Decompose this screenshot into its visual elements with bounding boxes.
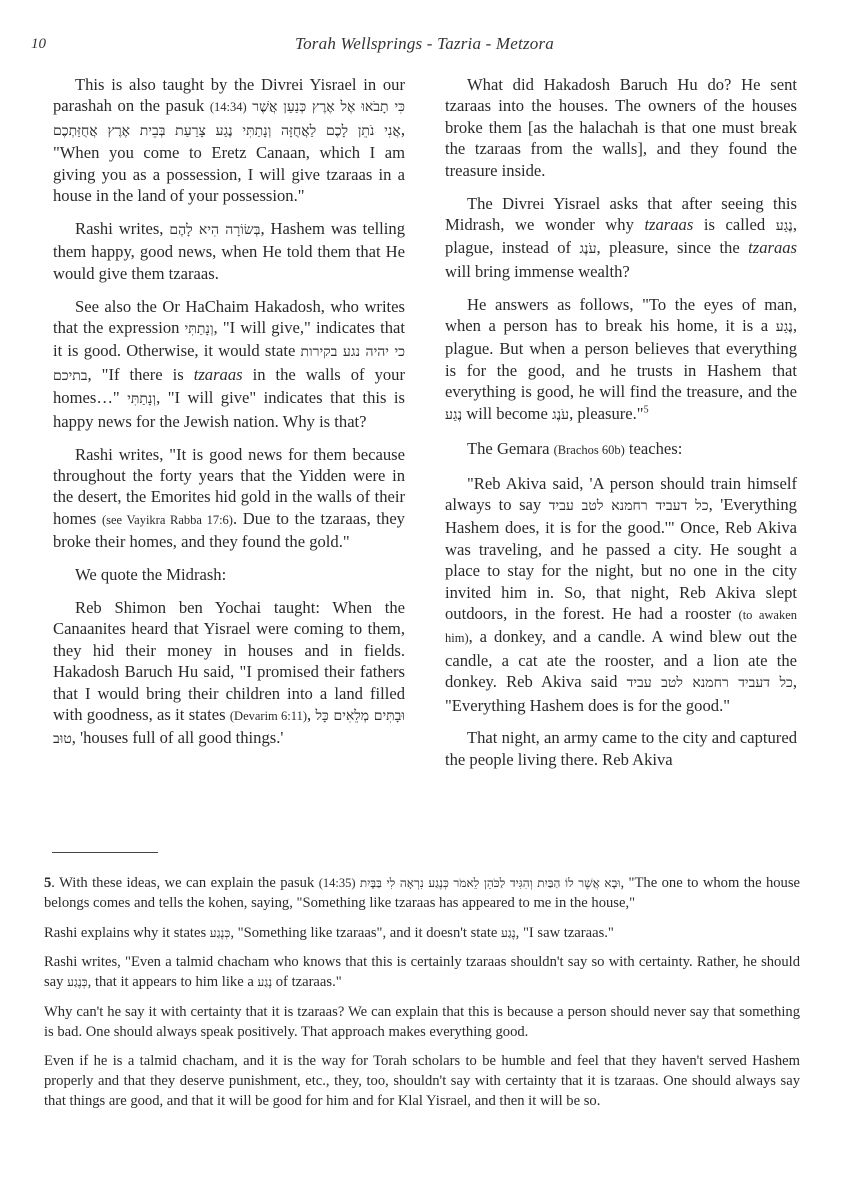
text: , "The one to whom the house belongs comes and tells the kohen, saying, "Something like tzaraas has appeared to me in the house,"	[44, 875, 801, 911]
text: , plague. But when a person believes that everything is for the good, and he trusts in Hashem that everything is good, he will find the treasure, and the	[445, 316, 797, 402]
paragraph	[445, 294, 797, 426]
text: of tzaraas."	[272, 974, 342, 990]
footnote	[44, 873, 800, 913]
text: is called	[693, 214, 776, 234]
paragraph	[53, 597, 405, 751]
citation: (Brachos 60b)	[553, 442, 625, 457]
text: See also the Or HaChaim Hakadosh, who writes that the expression	[53, 296, 405, 338]
text: He answers as follows, "To the eyes of man, when a person has to break his home, it is a	[445, 294, 797, 336]
text: will bring immense wealth?	[445, 261, 630, 281]
footnote-reference[interactable]: 5	[643, 404, 649, 416]
hebrew-quote: בְּשׂוֹרָה הִיא לָהֶם	[169, 221, 261, 238]
footnote-paragraph	[44, 952, 800, 992]
hebrew-quote: וְנָתַתִּי	[127, 391, 157, 408]
hebrew-word: נֶגַע	[257, 975, 273, 989]
hebrew-word: נֶגַע	[445, 406, 463, 423]
text: This is also taught by the Divrei Yisrael in our parashah on the pasuk	[53, 75, 405, 116]
text: , a donkey, and a candle. A wind blew out the candle, a cat ate the rooster, and a lion ate the donkey. Reb Akiva said	[445, 627, 797, 692]
paragraph	[445, 438, 797, 461]
hebrew-quote: כל דעביד רחמנא לטב עביד	[548, 497, 709, 514]
footnote-paragraph: Why can't he say it with certainty that it is tzaraas? We can explain that this is because a person should never say that something is bad. One should always speak positively. That approach makes everything good.	[44, 1003, 800, 1040]
hebrew-word: נֶגַע	[775, 319, 793, 336]
citation: (14:34)	[209, 100, 247, 115]
paragraph	[53, 74, 405, 206]
text: "Reb Akiva said, 'A person should train himself always to say	[445, 473, 797, 514]
text: , pleasure."	[569, 403, 644, 423]
paragraph: That night, an army came to the city and captured the people living there. Reb Akiva	[445, 728, 797, 769]
right-column	[445, 74, 797, 782]
hebrew-quote: כי יהיה נגע בקירות בתיכם	[53, 344, 405, 384]
italic-term: tzaraas	[748, 238, 797, 258]
text: Rashi writes,	[75, 218, 170, 238]
italic-term: tzaraas	[193, 364, 243, 384]
paragraph: What did Hakadosh Baruch Hu do? He sent tzaraas into the houses. The owners of the houses broke them [as the halachah is that one must break the tzaraas from the walls], and they found the treasure inside.	[445, 75, 797, 180]
hebrew-quote: וְנָתַתִּי	[184, 321, 214, 338]
hebrew-quote: כִּי תָבֹאוּ אֶל אֶרֶץ כְּנַעַן אֲשֶׁר אֲנִי נֹתֵן לָכֶם לַאֲחֻזָּה וְנָתַתִּי נֶגַע צָרַעַת בְּבֵית אֶרֶץ אֲחֻזַּתְכֶם	[53, 99, 405, 139]
text: , 'Everything Hashem does, it is for the good.'" Once, Reb Akiva was traveling, and he passed a city. He sought a place to stay for the night, but no one in the city invited him in. So, that night, Reb Akiva slept outdoors, in the forest. He had a rooster	[445, 494, 797, 623]
text: . With these ideas, we can explain the pasuk	[51, 875, 319, 891]
text: , "If there is	[87, 364, 194, 384]
citation: (to awaken him)	[445, 607, 797, 646]
footnote-number: 5	[44, 875, 52, 891]
paragraph: We quote the Midrash:	[75, 565, 227, 585]
text: Rashi writes, "Even a talmid chacham who knows that this is certainly tzaraas shouldn't say so with certainty. Rather, he should say	[44, 954, 800, 990]
text: , "When you come to Eretz Canaan, which I am giving you as a possession, I will give tzaraas in a house in the land of your possession."	[53, 119, 405, 206]
footnote-paragraph	[44, 923, 800, 943]
running-title: Torah Wellsprings - Tazria - Metzora	[295, 34, 554, 53]
hebrew-word: כְּנֶגַע	[67, 975, 88, 989]
text: Rashi explains why it states	[44, 924, 210, 941]
text: teaches:	[624, 438, 683, 458]
paragraph	[445, 193, 797, 283]
text: Rashi writes, "It is good news for them because throughout the forty years that the Yidden were in the desert, the Emorites hid gold in the walls of their homes	[53, 444, 405, 528]
text: , "Everything Hashem does is for the good."	[445, 672, 797, 715]
text: , Hashem was telling them happy, good news, when He told them that He would give them tzaraas.	[53, 218, 405, 283]
left-column	[53, 74, 405, 762]
text: , that it appears to him like a	[87, 974, 258, 990]
citation: (Devarim 6:11)	[229, 709, 307, 724]
hebrew-word: כְּנֶגַע	[209, 925, 231, 940]
hebrew-word: עֹנֶג	[579, 241, 597, 258]
text: , "I will give" indicates that this is happy news for the Jewish nation. Why is that?	[53, 388, 405, 431]
text: , plague, instead of	[445, 214, 797, 258]
paragraph	[53, 444, 405, 553]
page-header	[0, 30, 849, 60]
text: The Divrei Yisrael asks that after seeing this Midrash, we wonder why	[445, 193, 797, 234]
text: , "I will give," indicates that it is good. Otherwise, it would state	[53, 318, 405, 361]
text: ,	[306, 705, 316, 725]
text: in the walls of your homes…"	[53, 364, 405, 408]
footnote-paragraph: Even if he is a talmid chacham, and it is the way for Torah scholars to be humble and feel that they haven't served Hashem properly and that they deserve punishment, etc., they, too, shouldn't say with certainty that it is tzaraas. One should always say that things are good, and that it will be good for him and for Klal Yisrael, and then it will be so.	[44, 1053, 800, 1109]
italic-term: tzaraas	[644, 214, 694, 234]
text: Reb Shimon ben Yochai taught: When the Canaanites heard that Yisrael were coming to them, they hid their money in houses and in fields. Hakadosh Baruch Hu said, "I promised their fathers that I would bring their children into a land filled with goodness, as it states	[53, 598, 405, 725]
paragraph	[53, 296, 405, 432]
footnote-divider	[52, 852, 158, 853]
text: , "I saw tzaraas."	[515, 924, 614, 941]
text: , pleasure, since the	[596, 238, 749, 258]
text: will become	[462, 403, 552, 423]
citation: (14:35)	[318, 876, 356, 890]
hebrew-quote: וּבָתִּים מְלֵאִים כָּל טוּב	[53, 708, 405, 748]
text: , "Something like tzaraas", and it doesn't state	[230, 924, 502, 941]
text: . Due to the tzaraas, they broke their homes, and they found the gold."	[53, 508, 405, 552]
paragraph	[445, 473, 797, 716]
hebrew-word: נֶגַע	[775, 217, 793, 234]
text: , 'houses full of all good things.'	[71, 728, 284, 748]
page-number: 10	[31, 36, 46, 52]
footnotes	[44, 873, 800, 1121]
citation: (see Vayikra Rabba 17:6)	[101, 512, 233, 527]
hebrew-quote: כל דעביד רחמנא לטב עביד	[626, 675, 793, 692]
hebrew-word: עֹנֶג	[551, 406, 570, 423]
paragraph	[53, 218, 405, 284]
hebrew-quote: וּבָא אֲשֶׁר לוֹ הַבַּיִת וְהִגִּיד לַכֹּהֵן לֵאמֹר כְּנֶגַע נִרְאָה לִי בַּבָּיִת	[359, 876, 621, 890]
hebrew-word: נֶגַע	[501, 925, 516, 940]
text: The Gemara	[467, 438, 554, 458]
